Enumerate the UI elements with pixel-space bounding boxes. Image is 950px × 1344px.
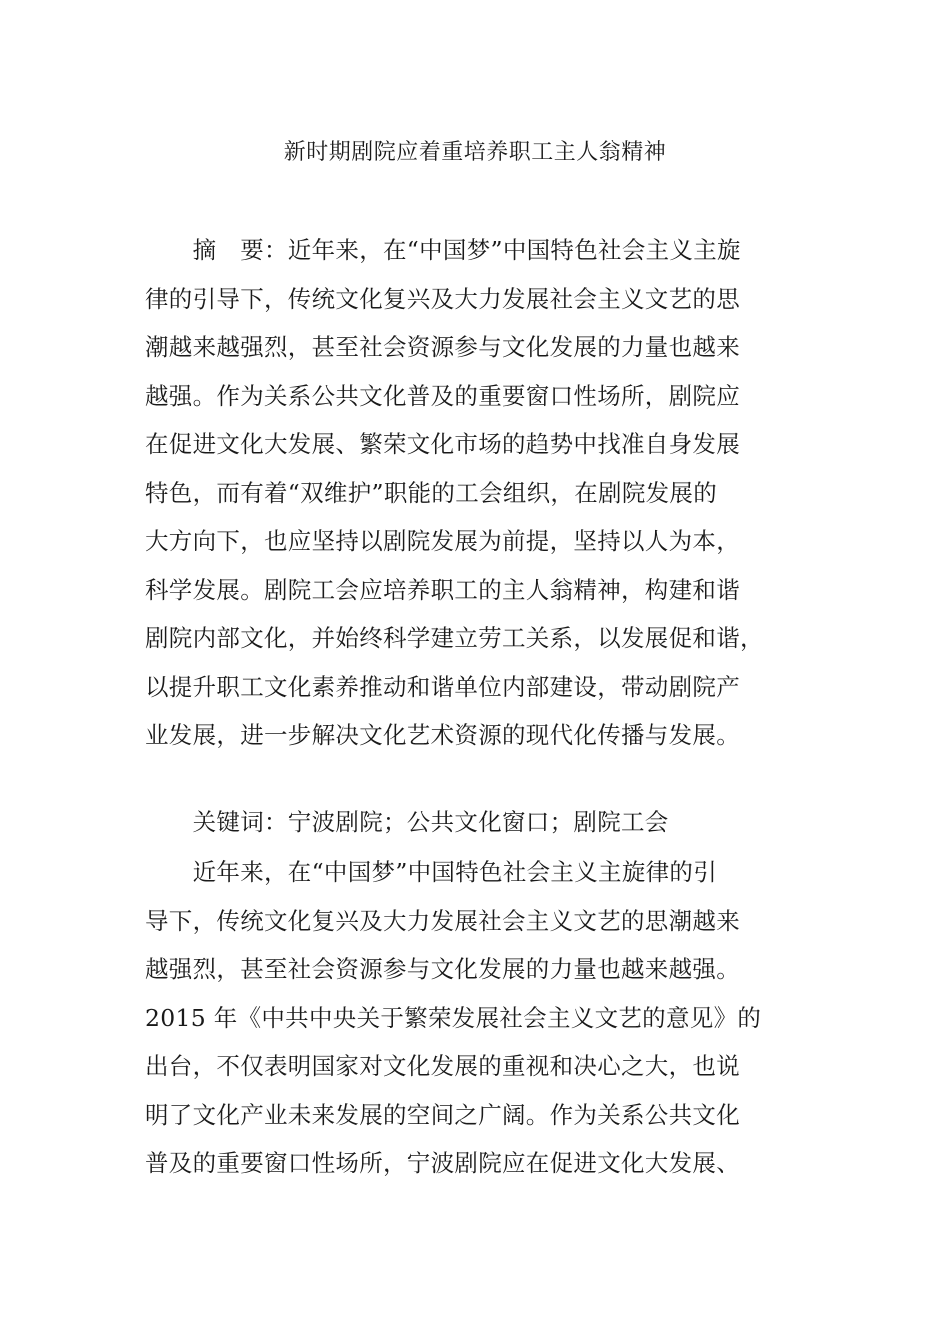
abstract-line: 剧院内部文化，并始终科学建立劳工关系，以发展促和谐，	[145, 624, 764, 652]
body-section	[145, 848, 810, 1188]
body-line: 2015 年《中共中央关于繁荣发展社会主义文艺的意见》的	[145, 1003, 762, 1032]
keywords-section	[145, 798, 810, 847]
abstract-line: 特色，而有着“双维护”职能的工会组织，在剧院发展的	[145, 478, 718, 507]
body-line: 出台，不仅表明国家对文化发展的重视和决心之大，也说	[145, 1052, 740, 1080]
abstract-line: 大方向下，也应坚持以剧院发展为前提，坚持以人为本，	[145, 527, 740, 555]
abstract-line: 在促进文化大发展、繁荣文化市场的趋势中找准自身发展	[145, 430, 740, 458]
body-line: 普及的重要窗口性场所，宁波剧院应在促进文化大发展、	[145, 1149, 740, 1177]
abstract-line: 越强。作为关系公共文化普及的重要窗口性场所，剧院应	[145, 381, 740, 410]
abstract-line: 摘 要：近年来，在“中国梦”中国特色社会主义主旋	[145, 236, 741, 264]
body-line: 越强烈，甚至社会资源参与文化发展的力量也越来越强。	[145, 955, 740, 983]
abstract-line: 科学发展。剧院工会应培养职工的主人翁精神，构建和谐	[145, 575, 740, 604]
document-title: 新时期剧院应着重培养职工主人翁精神	[283, 140, 667, 165]
abstract-line: 潮越来越强烈，甚至社会资源参与文化发展的力量也越来	[145, 333, 740, 361]
abstract-line: 以提升职工文化素养推动和谐单位内部建设，带动剧院产	[145, 672, 740, 701]
body-line: 导下，传统文化复兴及大力发展社会主义文艺的思潮越来	[145, 906, 740, 935]
abstract-line: 业发展，进一步解决文化艺术资源的现代化传播与发展。	[145, 721, 740, 749]
abstract-line: 律的引导下，传统文化复兴及大力发展社会主义文艺的思	[145, 284, 740, 313]
body-line: 明了文化产业未来发展的空间之广阔。作为关系公共文化	[145, 1100, 740, 1129]
abstract-section	[145, 226, 810, 760]
body-line: 近年来，在“中国梦”中国特色社会主义主旋律的引	[145, 858, 718, 886]
keywords-line: 关键词：宁波剧院；公共文化窗口；剧院工会	[145, 808, 669, 836]
